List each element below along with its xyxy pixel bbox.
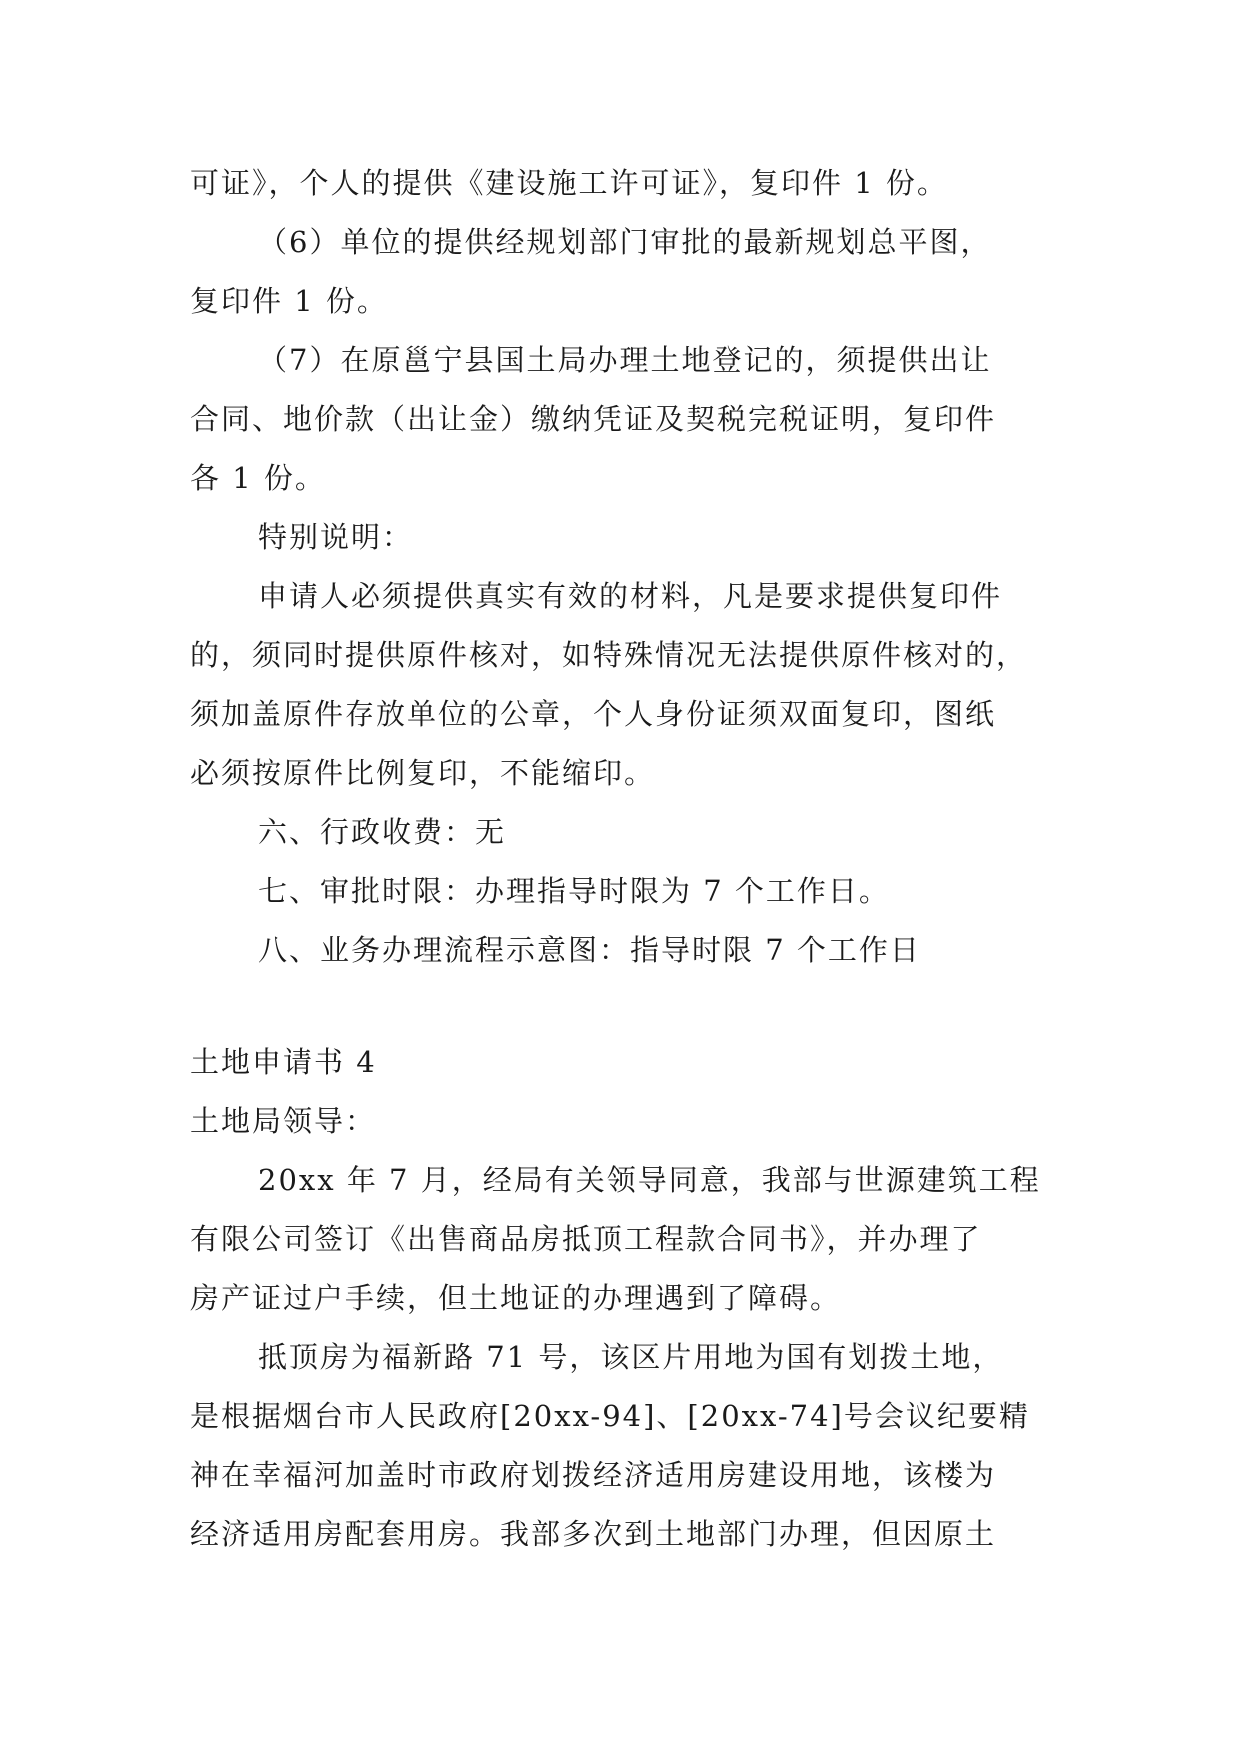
document-title: 土地申请书 4 [190, 1045, 377, 1079]
text-line: 房产证过户手续，但土地证的办理遇到了障碍。 [190, 1281, 842, 1315]
text-line: 有限公司签订《出售商品房抵顶工程款合同书》，并办理了 [190, 1222, 982, 1256]
salutation: 土地局领导： [190, 1104, 377, 1138]
text-line: 合同、地价款（出让金）缴纳凭证及契税完税证明，复印件 [190, 402, 997, 436]
text-line: 20xx 年 7 月，经局有关领导同意，我部与世源建筑工程 [258, 1163, 1041, 1197]
text-line: 经济适用房配套用房。我部多次到土地部门办理，但因原土 [190, 1517, 997, 1551]
text-line: 神在幸福河加盖时市政府划拨经济适用房建设用地，该楼为 [190, 1458, 997, 1492]
text-line: 须加盖原件存放单位的公章，个人身份证须双面复印，图纸 [190, 697, 997, 731]
text-line: 复印件 1 份。 [190, 284, 388, 318]
text-line: 七、审批时限：办理指导时限为 7 个工作日。 [258, 874, 890, 908]
section-heading: 特别说明： [258, 520, 414, 554]
text-line: （7）在原邕宁县国土局办理土地登记的，须提供出让 [258, 343, 992, 377]
text-line: 的，须同时提供原件核对，如特殊情况无法提供原件核对的， [190, 638, 1028, 672]
text-line: 申请人必须提供真实有效的材料，凡是要求提供复印件 [258, 579, 1003, 613]
text-line: 可证》，个人的提供《建设施工许可证》，复印件 1 份。 [190, 166, 948, 200]
text-line: 抵顶房为福新路 71 号，该区片用地为国有划拨土地， [258, 1340, 1004, 1374]
text-line: 是根据烟台市人民政府[20xx-94]、[20xx-74]号会议纪要精 [190, 1399, 1030, 1433]
text-line: 各 1 份。 [190, 461, 326, 495]
text-line: 八、业务办理流程示意图：指导时限 7 个工作日 [258, 933, 921, 967]
text-line: （6）单位的提供经规划部门审批的最新规划总平图， [258, 225, 992, 259]
text-line: 必须按原件比例复印，不能缩印。 [190, 756, 656, 790]
text-line: 六、行政收费：无 [258, 815, 507, 849]
